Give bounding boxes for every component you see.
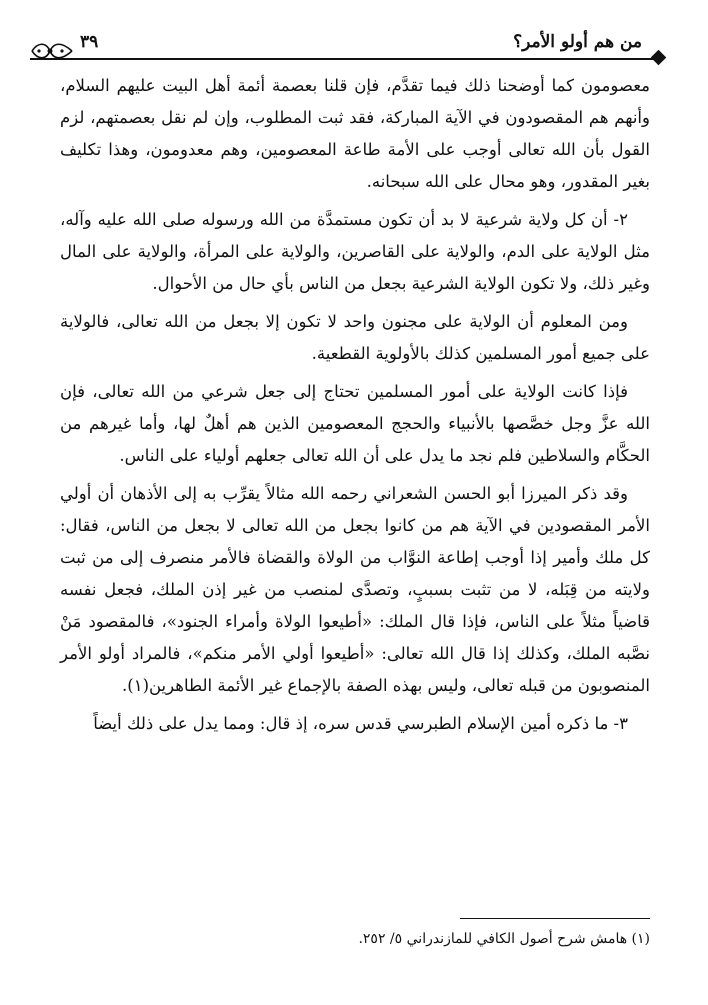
footnote: (١) هامش شرح أصول الكافي للمازندراني ٥/ ٢٥٢.	[358, 931, 650, 947]
running-title: من هم أولو الأمر؟	[513, 32, 642, 52]
paragraph: فإذا كانت الولاية على أمور المسلمين تحتاج إلى جعل شرعي من الله تعالى، فإن الله عزَّ وجل خصَّصها بالأنبياء والحجج المعصومين الذين هم أهلٌ لها، وأما غيرهم من الحكَّام والسلاطين فلم نجد ما يدل على أن الله تعالى جعلهم أولياء على الناس.	[60, 382, 650, 465]
paragraph: وقد ذكر الميرزا أبو الحسن الشعراني رحمه الله مثالاً يقرِّب به إلى الأذهان أن أولي الأمر المقصودين في الآية هم من كانوا بجعل من الله تعالى لا بجعل من الناس، فقال: كل ملك وأمير إذا أوجب إطاعة النوَّاب من الولاة والقضاة فالأمر منصرف إلى من ثبت ولايته من قِبَله، لا من تثبت بسببٍ، وتصدَّى لمنصب من غير إذن الملك، فجعل نفسه قاضياً مثلاً على الناس، فإذا قال الملك: «أطيعوا الولاة وأمراء الجنود»، فالمقصود مَنْ نصَّبه الملك، وكذلك إذا قال الله تعالى: «أطيعوا أولي الأمر منكم»، فالمراد أولو الأمر المنصوبون من قبله تعالى، وليس بهذه الصفة بالإجماع غير الأئمة الطاهرين(١).	[60, 484, 650, 695]
diamond-icon	[651, 50, 667, 66]
body-text	[60, 70, 650, 746]
paragraph: ومن المعلوم أن الولاية على مجنون واحد لا تكون إلا بجعل من الله تعالى، فالولاية على جميع أمور المسلمين كذلك بالأولوية القطعية.	[60, 312, 650, 363]
header-rule	[30, 58, 662, 60]
ornament-icon	[30, 38, 74, 64]
paragraph: معصومون كما أوضحنا ذلك فيما تقدَّم، فإن قلنا بعصمة أئمة أهل البيت عليهم السلام، وأنهم هم المقصودون في الآية المباركة، فقد ثبت المطلوب، وإن لم نقل بعصمتهم، لزم القول بأن الله تعالى أوجب على الأمة طاعة المعصومين، وهم معدومون، وهذا تكليف بغير المقدور، وهو محال على الله سبحانه.	[60, 76, 650, 191]
paragraph: ٢- أن كل ولاية شرعية لا بد أن تكون مستمدَّة من الله ورسوله صلى الله عليه وآله، مثل الولاية على الدم، والولاية على القاصرين، والولاية على المرأة، والولاية على المال وغير ذلك، ولا تكون الولاية الشرعية بجعل من الناس بأي حال من الأحوال.	[60, 210, 650, 293]
page-header	[30, 28, 674, 62]
page-number: ٣٩	[80, 32, 99, 52]
footnote-rule	[460, 918, 650, 919]
paragraph: ٣- ما ذكره أمين الإسلام الطبرسي قدس سره، إذ قال: ومما يدل على ذلك أيضاً	[93, 714, 628, 733]
